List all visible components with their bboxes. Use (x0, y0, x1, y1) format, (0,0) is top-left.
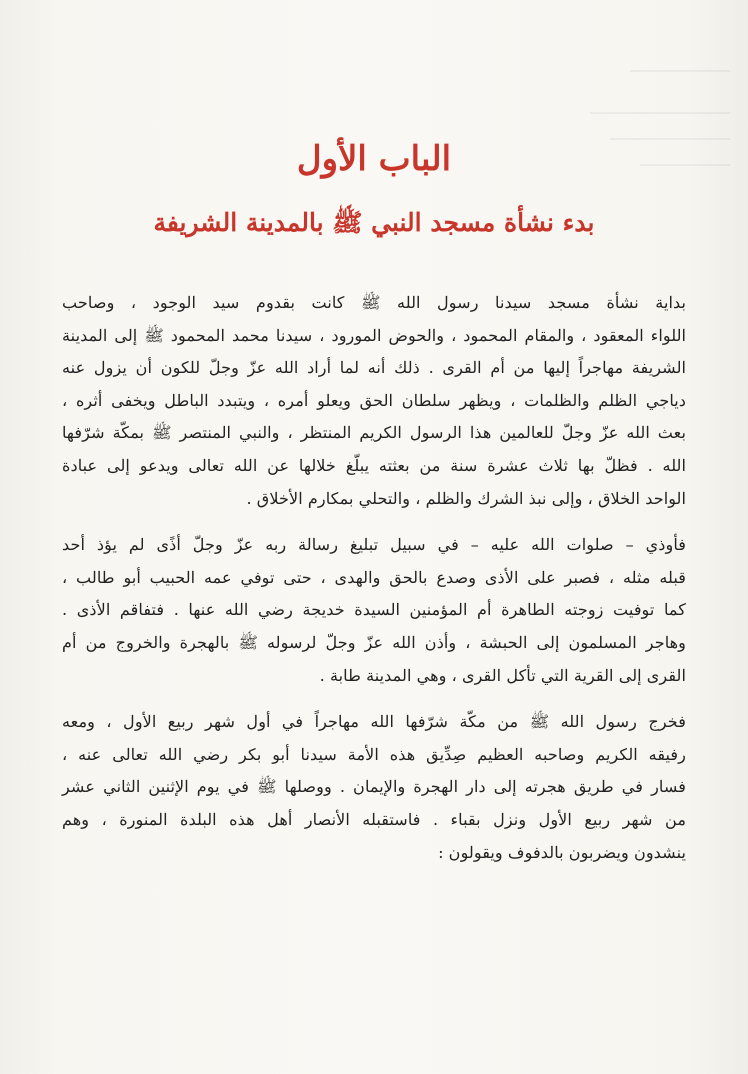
text-line: بعث الله عزّ وجلّ للعالمين هذا الرسول الكريم المنتظر ، والنبي المنتصر ﷺ بمكّة شرّفها (62, 423, 686, 443)
chapter-subtitle: بدء نشأة مسجد النبي ﷺ بالمدينة الشريفة (153, 208, 595, 237)
text-line: فسار في طريق هجرته إلى دار الهجرة والإيمان . ووصلها ﷺ في يوم الإثنين الثاني عشر (62, 777, 686, 797)
paragraph (62, 706, 686, 869)
text-line: دياجي الظلم والظلمات ، ويظهر سلطان الحق ويعلو أمره ، ويتبدد الباطل ويخفى أثره ، (62, 390, 686, 410)
bleed-through-mark (590, 112, 730, 114)
text-line: الله . فظلّ بها ثلاث عشرة سنة من بعثته يبلّغ خلالها عن الله تعالى ويدعو إلى عبادة (62, 455, 686, 475)
chapter-title: الباب الأول (296, 139, 452, 179)
text-line: القرى إلى القرية التي تأكل القرى ، وهي المدينة طابة . (319, 665, 686, 685)
paragraph (62, 529, 686, 692)
paragraph (62, 287, 686, 515)
text-line: اللواء المعقود ، والمقام المحمود ، والحوض المورود ، سيدنا محمد المحمود ﷺ إلى المدينة (62, 325, 686, 345)
text-line: فخرج رسول الله ﷺ من مكّة شرّفها الله مهاجراً في أول شهر ربيع الأول ، ومعه (62, 712, 686, 732)
text-line: بداية نشأة مسجد سيدنا رسول الله ﷺ كانت بقدوم سيد الوجود ، وصاحب (62, 293, 686, 312)
chapter-header (60, 138, 688, 240)
text-line: ينشدون ويضربون بالدفوف ويقولون : (438, 842, 686, 862)
text-line: كما توفيت زوجته الطاهرة أم المؤمنين السيدة خديجة رضي الله عنها . فتفاقم الأذى . (62, 600, 686, 620)
bleed-through-mark (630, 70, 730, 72)
text-line: الشريفة مهاجراً إليها من أم القرى . ذلك أنه لما أراد الله عزّ وجلّ للكون أن يزول عنه (62, 358, 686, 378)
text-line: رفيقه الكريم وصاحبه العظيم صِدِّيق هذه الأمة سيدنا أبو بكر رضي الله تعالى عنه ، (62, 744, 686, 764)
body-text (62, 287, 686, 883)
text-line: من شهر ربيع الأول ونزل بقباء . فاستقبله الأنصار أهل هذه البلدة المنورة ، وهم (62, 809, 686, 829)
text-line: قبله مثله ، فصبر على الأذى وصدع بالحق والهدى ، حتى توفي عمه الحبيب أبو طالب ، (62, 567, 686, 587)
text-line: فأوذي – صلوات الله عليه – في سبيل تبليغ رسالة ربه عزّ وجلّ أذًى لم يؤذ أحد (62, 535, 686, 555)
text-line: الواحد الخلاق ، وإلى نبذ الشرك والظلم ، والتحلي بمكارم الأخلاق . (246, 488, 686, 508)
text-line: وهاجر المسلمون إلى الحبشة ، وأذن الله عزّ وجلّ لرسوله ﷺ بالهجرة والخروج من أم (62, 632, 686, 652)
